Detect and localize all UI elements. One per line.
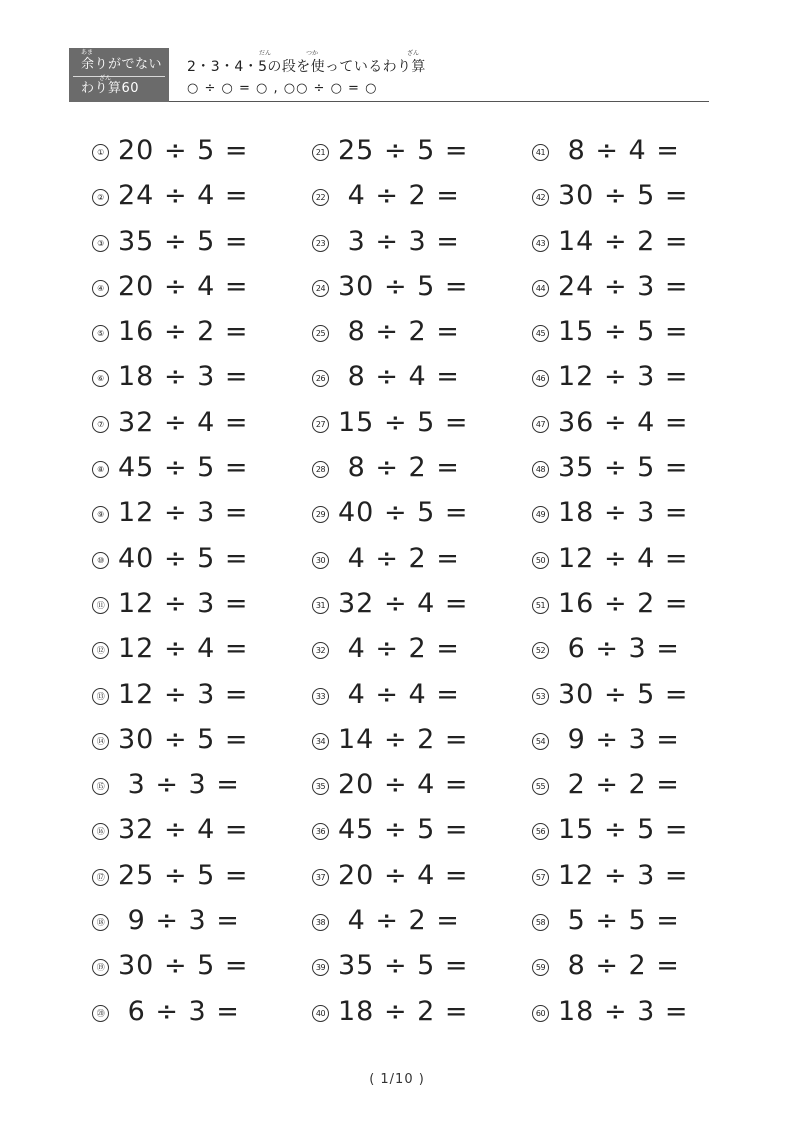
problem-expression: 12 ÷ 3 = xyxy=(558,361,689,393)
problem-expression: 30 ÷ 5 = xyxy=(558,678,689,710)
problem-row xyxy=(312,766,512,811)
problem-expression: 15 ÷ 5 = xyxy=(338,406,469,438)
problem-expression: 12 ÷ 3 = xyxy=(118,678,249,710)
problem-expression: 3 ÷ 3 = xyxy=(338,225,460,257)
problem-expression: 18 ÷ 3 = xyxy=(558,497,689,529)
problem-expression: 14 ÷ 2 = xyxy=(558,225,689,257)
problem-row xyxy=(312,494,512,539)
problem-row xyxy=(312,721,512,766)
problem-row xyxy=(92,223,292,268)
problem-row xyxy=(92,766,292,811)
problem-row xyxy=(92,132,292,177)
problem-expression: 18 ÷ 3 = xyxy=(558,995,689,1027)
problem-number: 48 xyxy=(532,461,549,478)
problem-expression: 35 ÷ 5 = xyxy=(338,950,469,982)
badge-line1: 余りがでない xyxy=(81,57,163,72)
problem-row xyxy=(532,766,732,811)
problem-expression: 25 ÷ 5 = xyxy=(118,859,249,891)
problem-expression: 4 ÷ 2 = xyxy=(338,633,460,665)
problem-number: 35 xyxy=(312,778,329,795)
problem-row xyxy=(92,676,292,721)
problem-number: 38 xyxy=(312,914,329,931)
problem-expression: 40 ÷ 5 = xyxy=(338,497,469,529)
problem-row xyxy=(532,811,732,856)
problem-row xyxy=(92,902,292,947)
problem-row xyxy=(92,857,292,902)
problem-number: ④ xyxy=(92,280,109,297)
problem-expression: 8 ÷ 4 = xyxy=(558,135,680,166)
problem-number: ⑭ xyxy=(92,733,109,750)
problem-number: 53 xyxy=(532,688,549,705)
problem-row xyxy=(312,676,512,721)
problem-expression: 18 ÷ 3 = xyxy=(118,361,249,393)
problem-row xyxy=(312,947,512,992)
problem-row xyxy=(532,857,732,902)
problem-column-2 xyxy=(312,132,512,1038)
problem-expression: 8 ÷ 2 = xyxy=(558,950,680,982)
problem-number: 57 xyxy=(532,869,549,886)
problem-row xyxy=(532,404,732,449)
problem-number: ⑬ xyxy=(92,688,109,705)
header-rule xyxy=(169,101,709,102)
problem-row xyxy=(312,540,512,585)
problem-row xyxy=(92,540,292,585)
problem-number: 30 xyxy=(312,552,329,569)
problem-number: 39 xyxy=(312,959,329,976)
problem-row xyxy=(532,993,732,1038)
problem-row xyxy=(532,268,732,313)
problem-column-3 xyxy=(532,132,732,1038)
problem-row xyxy=(92,313,292,358)
worksheet-title: 2・3・4・5の段を使っているわり算 xyxy=(187,59,426,75)
problem-number: 31 xyxy=(312,597,329,614)
problem-row xyxy=(532,177,732,222)
problem-number: ⑲ xyxy=(92,959,109,976)
problem-row xyxy=(92,358,292,403)
problem-number: ⑱ xyxy=(92,914,109,931)
problem-expression: 12 ÷ 4 = xyxy=(118,633,249,665)
badge-line2: わり算60 xyxy=(81,81,140,96)
problem-expression: 6 ÷ 3 = xyxy=(118,995,240,1027)
problem-row xyxy=(312,132,512,177)
problem-row xyxy=(312,585,512,630)
problem-row xyxy=(92,630,292,675)
problem-expression: 20 ÷ 4 = xyxy=(338,859,469,891)
badge-line1-ruby: あま xyxy=(81,49,94,56)
problem-expression: 9 ÷ 3 = xyxy=(118,905,240,937)
problem-row xyxy=(532,313,732,358)
problem-expression: 6 ÷ 3 = xyxy=(558,633,680,665)
problem-number: 28 xyxy=(312,461,329,478)
problem-expression: 8 ÷ 2 = xyxy=(338,452,460,484)
problem-expression: 4 ÷ 2 = xyxy=(338,180,460,212)
problem-row xyxy=(312,177,512,222)
problem-number: 21 xyxy=(312,144,329,161)
problem-expression: 32 ÷ 4 = xyxy=(118,406,249,438)
problem-number: 22 xyxy=(312,189,329,206)
problem-expression: 40 ÷ 5 = xyxy=(118,542,249,574)
problem-row xyxy=(92,449,292,494)
problem-expression: 5 ÷ 5 = xyxy=(558,905,680,937)
problem-expression: 15 ÷ 5 = xyxy=(558,814,689,846)
problem-expression: 12 ÷ 3 = xyxy=(118,497,249,529)
problem-row xyxy=(92,177,292,222)
problem-number: ⑦ xyxy=(92,416,109,433)
problem-number: 33 xyxy=(312,688,329,705)
problem-expression: 30 ÷ 5 = xyxy=(118,723,249,755)
problem-number: 46 xyxy=(532,370,549,387)
problem-number: ① xyxy=(92,144,109,161)
problem-number: 24 xyxy=(312,280,329,297)
problem-number: 26 xyxy=(312,370,329,387)
problem-row xyxy=(532,223,732,268)
problem-number: ⑫ xyxy=(92,642,109,659)
problem-number: ⑯ xyxy=(92,823,109,840)
problem-expression: 15 ÷ 5 = xyxy=(558,316,689,348)
problem-row xyxy=(92,268,292,313)
problem-number: ② xyxy=(92,189,109,206)
problem-number: 36 xyxy=(312,823,329,840)
problem-number: 27 xyxy=(312,416,329,433)
problem-expression: 9 ÷ 3 = xyxy=(558,723,680,755)
problem-number: 59 xyxy=(532,959,549,976)
problem-expression: 14 ÷ 2 = xyxy=(338,723,469,755)
problem-number: 34 xyxy=(312,733,329,750)
problem-row xyxy=(532,540,732,585)
problem-expression: 12 ÷ 3 = xyxy=(118,587,249,619)
problem-number: 29 xyxy=(312,506,329,523)
problem-row xyxy=(312,268,512,313)
problem-number: 47 xyxy=(532,416,549,433)
problem-expression: 35 ÷ 5 = xyxy=(558,452,689,484)
problem-number: 23 xyxy=(312,235,329,252)
problem-row xyxy=(92,811,292,856)
problem-expression: 12 ÷ 3 = xyxy=(558,859,689,891)
problem-row xyxy=(92,721,292,766)
problem-row xyxy=(312,630,512,675)
problem-row xyxy=(532,721,732,766)
problem-number: ⑤ xyxy=(92,325,109,342)
problem-number: ⑪ xyxy=(92,597,109,614)
problem-row xyxy=(312,223,512,268)
problem-expression: 25 ÷ 5 = xyxy=(338,135,469,166)
problem-number: ⑮ xyxy=(92,778,109,795)
problem-row xyxy=(532,449,732,494)
problem-number: 54 xyxy=(532,733,549,750)
problem-row xyxy=(312,902,512,947)
problem-number: ⑰ xyxy=(92,869,109,886)
problem-number: 55 xyxy=(532,778,549,795)
worksheet-header xyxy=(69,48,709,102)
problem-number: 40 xyxy=(312,1005,329,1022)
problem-row xyxy=(532,630,732,675)
problem-number: 50 xyxy=(532,552,549,569)
problem-row xyxy=(532,947,732,992)
problem-row xyxy=(312,811,512,856)
problem-expression: 4 ÷ 4 = xyxy=(338,678,460,710)
page-indicator: ( 1/10 ) xyxy=(369,1072,425,1087)
badge-divider xyxy=(73,76,165,77)
problem-expression: 30 ÷ 5 = xyxy=(118,950,249,982)
problem-number: ⑳ xyxy=(92,1005,109,1022)
problem-expression: 4 ÷ 2 = xyxy=(338,542,460,574)
title-ruby-tsuka: つか xyxy=(306,50,319,57)
problem-row xyxy=(92,494,292,539)
problem-number: 44 xyxy=(532,280,549,297)
badge-line2-ruby: ざん xyxy=(99,75,112,82)
problem-number: 52 xyxy=(532,642,549,659)
problem-number: ⑩ xyxy=(92,552,109,569)
problem-expression: 12 ÷ 4 = xyxy=(558,542,689,574)
problem-row xyxy=(312,449,512,494)
problem-number: 49 xyxy=(532,506,549,523)
problem-expression: 45 ÷ 5 = xyxy=(118,452,249,484)
problem-column-1 xyxy=(92,132,292,1038)
problem-expression: 18 ÷ 2 = xyxy=(338,995,469,1027)
problem-expression: 16 ÷ 2 = xyxy=(118,316,249,348)
problem-expression: 32 ÷ 4 = xyxy=(118,814,249,846)
category-badge xyxy=(69,48,169,102)
problem-row xyxy=(92,947,292,992)
problem-number: 25 xyxy=(312,325,329,342)
problem-expression: 20 ÷ 5 = xyxy=(118,135,249,166)
problem-expression: 20 ÷ 4 = xyxy=(338,769,469,801)
problem-expression: 16 ÷ 2 = xyxy=(558,587,689,619)
problem-number: ⑥ xyxy=(92,370,109,387)
problem-number: 32 xyxy=(312,642,329,659)
problem-expression: 36 ÷ 4 = xyxy=(558,406,689,438)
problem-number: ⑨ xyxy=(92,506,109,523)
problem-expression: 8 ÷ 4 = xyxy=(338,361,460,393)
problem-number: 58 xyxy=(532,914,549,931)
problem-expression: 30 ÷ 5 = xyxy=(338,270,469,302)
problem-number: 43 xyxy=(532,235,549,252)
problem-expression: 8 ÷ 2 = xyxy=(338,316,460,348)
problem-row xyxy=(312,313,512,358)
problem-row xyxy=(312,404,512,449)
problem-number: ⑧ xyxy=(92,461,109,478)
problem-row xyxy=(532,132,732,177)
problem-row xyxy=(532,676,732,721)
problem-row xyxy=(92,404,292,449)
problem-row xyxy=(532,585,732,630)
problem-number: 60 xyxy=(532,1005,549,1022)
problem-expression: 3 ÷ 3 = xyxy=(118,769,240,801)
problem-number: 42 xyxy=(532,189,549,206)
problem-expression: 4 ÷ 2 = xyxy=(338,905,460,937)
problem-expression: 32 ÷ 4 = xyxy=(338,587,469,619)
problem-row xyxy=(92,585,292,630)
title-ruby-zan: ざん xyxy=(407,50,420,57)
problem-expression: 30 ÷ 5 = xyxy=(558,180,689,212)
problem-row xyxy=(532,358,732,403)
problem-row xyxy=(532,902,732,947)
problem-expression: 2 ÷ 2 = xyxy=(558,769,680,801)
problem-number: 41 xyxy=(532,144,549,161)
problem-number: ③ xyxy=(92,235,109,252)
problem-row xyxy=(92,993,292,1038)
problem-expression: 45 ÷ 5 = xyxy=(338,814,469,846)
problem-row xyxy=(312,857,512,902)
problem-row xyxy=(312,993,512,1038)
problem-number: 37 xyxy=(312,869,329,886)
worksheet-subtitle: ○ ÷ ○ = ○ , ○○ ÷ ○ = ○ xyxy=(187,81,378,96)
title-ruby-dan: だん xyxy=(259,50,272,57)
problem-expression: 20 ÷ 4 = xyxy=(118,270,249,302)
problem-number: 56 xyxy=(532,823,549,840)
problem-expression: 24 ÷ 3 = xyxy=(558,270,689,302)
problem-expression: 35 ÷ 5 = xyxy=(118,225,249,257)
problem-number: 45 xyxy=(532,325,549,342)
problem-row xyxy=(312,358,512,403)
problem-row xyxy=(532,494,732,539)
problem-number: 51 xyxy=(532,597,549,614)
problem-expression: 24 ÷ 4 = xyxy=(118,180,249,212)
